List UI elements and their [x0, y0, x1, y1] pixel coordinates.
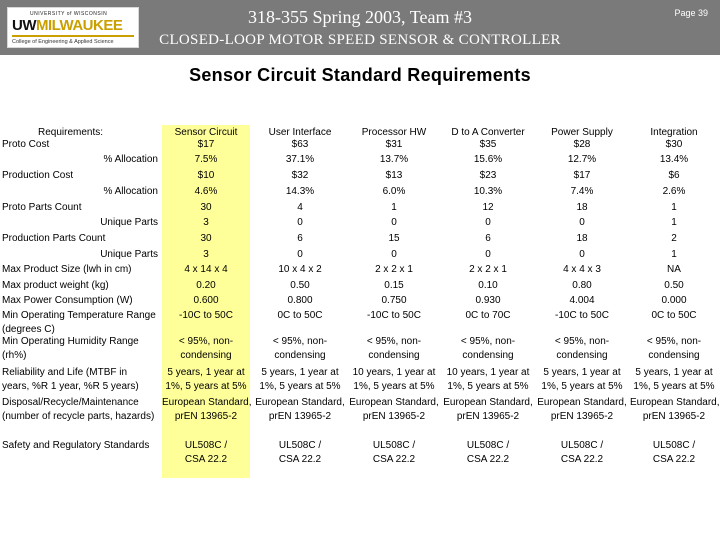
table-cell: 0: [579, 217, 585, 228]
column-header: Integration: [650, 127, 698, 138]
table-cell: 6.0%: [382, 186, 406, 197]
table-cell: 15: [388, 233, 400, 244]
table-cell: 2.6%: [662, 186, 686, 197]
table-cell: 0.750: [381, 295, 407, 306]
table-cell: UL508C /: [652, 440, 696, 451]
table-cell: 1: [671, 202, 677, 213]
table-cell: < 95%, non-: [554, 336, 610, 347]
table-cell: 2 x 2 x 1: [469, 264, 507, 275]
table-cell: CSA 22.2: [466, 454, 510, 465]
slide-header: [0, 0, 720, 55]
requirements-table: [2, 125, 718, 478]
table-cell: condensing: [462, 350, 514, 361]
table-cell: European Standard,: [162, 397, 252, 408]
column-5: [630, 125, 718, 478]
table-cell: 5 years, 1 year at: [635, 367, 713, 378]
table-cell: 0.15: [384, 280, 404, 291]
table-cell: 10 years, 1 year at: [446, 367, 530, 378]
table-cell: UL508C /: [372, 440, 416, 451]
table-cell: condensing: [556, 350, 608, 361]
slide-title: Sensor Circuit Standard Requirements: [189, 65, 531, 85]
table-cell: 7.4%: [570, 186, 594, 197]
table-cell: 0: [391, 217, 397, 228]
table-cell: condensing: [180, 350, 232, 361]
page-number: Page 39: [674, 8, 708, 18]
row-label: Proto Parts Count: [2, 202, 82, 213]
table-cell: 0.80: [572, 280, 592, 291]
table-cell: 4 x 14 x 4: [184, 264, 228, 275]
table-cell: $35: [479, 139, 497, 150]
table-cell: 0.20: [196, 280, 216, 291]
table-cell: 18: [576, 202, 588, 213]
table-cell: -10C to 50C: [179, 310, 233, 321]
table-cell: 3: [203, 249, 209, 260]
row-label: Safety and Regulatory Standards: [2, 440, 150, 451]
logo-uw: UW: [12, 17, 36, 34]
row-label: (rh%): [2, 350, 27, 361]
logo-top-text: UNIVERSITY of WISCONSIN: [30, 11, 108, 17]
table-cell: 18: [576, 233, 588, 244]
table-cell: prEN 13965-2: [268, 411, 332, 422]
table-cell: 0C to 70C: [465, 310, 511, 321]
table-cell: European Standard,: [537, 397, 627, 408]
table-cell: 1%, 5 years at 5%: [633, 381, 715, 392]
row-label: Reliability and Life (MTBF in: [2, 367, 128, 378]
table-cell: prEN 13965-2: [174, 411, 238, 422]
table-cell: 12.7%: [567, 154, 597, 165]
table-cell: 0.50: [664, 280, 684, 291]
table-cell: 13.4%: [659, 154, 689, 165]
table-cell: 13.7%: [379, 154, 409, 165]
row-label: % Allocation: [103, 154, 158, 165]
requirements-label-column: [2, 125, 158, 478]
column-1: [254, 125, 346, 478]
row-label: Unique Parts: [100, 217, 158, 228]
table-cell: $17: [573, 170, 591, 181]
row-label: Max Power Consumption (W): [2, 295, 133, 306]
table-cell: $17: [197, 139, 215, 150]
table-cell: $23: [479, 170, 497, 181]
row-label: Production Parts Count: [2, 233, 106, 244]
row-label: Min Operating Humidity Range: [2, 336, 139, 347]
table-cell: 4.004: [569, 295, 595, 306]
table-cell: 6: [485, 233, 491, 244]
table-cell: 1%, 5 years at 5%: [447, 381, 529, 392]
table-cell: condensing: [368, 350, 420, 361]
column-header: Processor HW: [361, 127, 427, 138]
course-title: 318-355 Spring 2003, Team #3: [248, 7, 472, 27]
table-cell: 37.1%: [285, 154, 315, 165]
row-label: (degrees C): [2, 324, 55, 335]
column-header: User Interface: [268, 127, 332, 138]
table-cell: UL508C /: [560, 440, 604, 451]
table-cell: CSA 22.2: [560, 454, 604, 465]
table-cell: $13: [385, 170, 403, 181]
table-cell: 4: [297, 202, 303, 213]
row-label: Proto Cost: [2, 139, 50, 150]
table-cell: European Standard,: [349, 397, 439, 408]
table-cell: 30: [200, 202, 212, 213]
table-cell: 4 x 4 x 3: [563, 264, 601, 275]
table-cell: < 95%, non-: [178, 336, 234, 347]
table-cell: 1: [671, 217, 677, 228]
table-cell: UL508C /: [278, 440, 322, 451]
table-cell: 1%, 5 years at 5%: [353, 381, 435, 392]
table-cell: prEN 13965-2: [456, 411, 520, 422]
table-cell: prEN 13965-2: [642, 411, 706, 422]
table-cell: 0.600: [193, 295, 219, 306]
table-cell: $63: [291, 139, 309, 150]
column-header: D to A Converter: [451, 127, 525, 138]
table-cell: 0: [579, 249, 585, 260]
table-cell: < 95%, non-: [366, 336, 422, 347]
table-cell: 0: [485, 217, 491, 228]
table-cell: 0: [391, 249, 397, 260]
table-cell: -10C to 50C: [367, 310, 421, 321]
table-cell: < 95%, non-: [460, 336, 516, 347]
column-4: [536, 125, 628, 478]
table-cell: European Standard,: [443, 397, 533, 408]
table-cell: condensing: [274, 350, 326, 361]
table-cell: prEN 13965-2: [362, 411, 426, 422]
table-cell: < 95%, non-: [646, 336, 702, 347]
table-cell: 4.6%: [194, 186, 218, 197]
table-cell: $30: [665, 139, 683, 150]
column-3: [442, 125, 534, 478]
table-cell: $10: [197, 170, 215, 181]
row-label: years, %R 1 year, %R 5 years): [2, 381, 139, 392]
table-cell: condensing: [648, 350, 700, 361]
row-label: (number of recycle parts, hazards): [2, 411, 155, 422]
row-label: Production Cost: [2, 170, 74, 181]
table-cell: $6: [668, 170, 680, 181]
table-cell: UL508C /: [466, 440, 510, 451]
table-cell: 0: [485, 249, 491, 260]
logo-milwaukee: MILWAUKEE: [36, 17, 123, 34]
table-cell: 5 years, 1 year at: [261, 367, 339, 378]
column-header: Power Supply: [551, 127, 613, 138]
table-cell: prEN 13965-2: [550, 411, 614, 422]
table-cell: CSA 22.2: [652, 454, 696, 465]
table-cell: 0.10: [478, 280, 498, 291]
row-label: Unique Parts: [100, 249, 158, 260]
row-label: % Allocation: [103, 186, 158, 197]
table-cell: NA: [667, 264, 681, 275]
table-cell: 0: [297, 217, 303, 228]
table-cell: 0.930: [475, 295, 501, 306]
table-cell: 0C to 50C: [651, 310, 697, 321]
table-cell: 0.50: [290, 280, 310, 291]
table-cell: < 95%, non-: [272, 336, 328, 347]
table-cell: 1%, 5 years at 5%: [541, 381, 623, 392]
table-cell: UL508C /: [184, 440, 228, 451]
table-cell: 1: [671, 249, 677, 260]
column-2: [348, 125, 440, 478]
logo-subtitle: College of Engineering & Applied Science: [12, 39, 114, 45]
requirements-header: Requirements:: [38, 127, 104, 138]
table-cell: 5 years, 1 year at: [167, 367, 245, 378]
table-cell: 6: [297, 233, 303, 244]
table-cell: 1: [391, 202, 397, 213]
table-cell: 0.000: [661, 295, 687, 306]
table-cell: 3: [203, 217, 209, 228]
table-cell: -10C to 50C: [555, 310, 609, 321]
table-cell: 1%, 5 years at 5%: [165, 381, 247, 392]
table-cell: $28: [573, 139, 591, 150]
column-0: [162, 125, 250, 478]
table-cell: 0.800: [287, 295, 313, 306]
table-cell: $31: [385, 139, 403, 150]
table-cell: 12: [482, 202, 494, 213]
table-cell: 15.6%: [473, 154, 503, 165]
table-cell: 2 x 2 x 1: [375, 264, 413, 275]
project-title: CLOSED-LOOP MOTOR SPEED SENSOR & CONTROLLER: [159, 32, 561, 48]
table-cell: 2: [671, 233, 677, 244]
table-cell: 5 years, 1 year at: [543, 367, 621, 378]
row-label: Max Product Size (lwh in cm): [2, 264, 132, 275]
table-cell: $32: [291, 170, 309, 181]
table-cell: 10.3%: [473, 186, 503, 197]
row-label: Max product weight (kg): [2, 280, 109, 291]
table-cell: 0: [297, 249, 303, 260]
table-cell: CSA 22.2: [372, 454, 416, 465]
table-cell: 10 x 4 x 2: [278, 264, 322, 275]
column-header: Sensor Circuit: [174, 127, 238, 138]
table-cell: 7.5%: [194, 154, 218, 165]
table-cell: 10 years, 1 year at: [352, 367, 436, 378]
table-cell: 0C to 50C: [277, 310, 323, 321]
table-cell: European Standard,: [255, 397, 345, 408]
table-cell: European Standard,: [630, 397, 720, 408]
table-cell: 14.3%: [285, 186, 315, 197]
table-cell: CSA 22.2: [184, 454, 228, 465]
row-label: Min Operating Temperature Range: [2, 310, 156, 321]
table-cell: 30: [200, 233, 212, 244]
table-cell: CSA 22.2: [278, 454, 322, 465]
row-label: Disposal/Recycle/Maintenance: [2, 397, 139, 408]
table-cell: 1%, 5 years at 5%: [259, 381, 341, 392]
